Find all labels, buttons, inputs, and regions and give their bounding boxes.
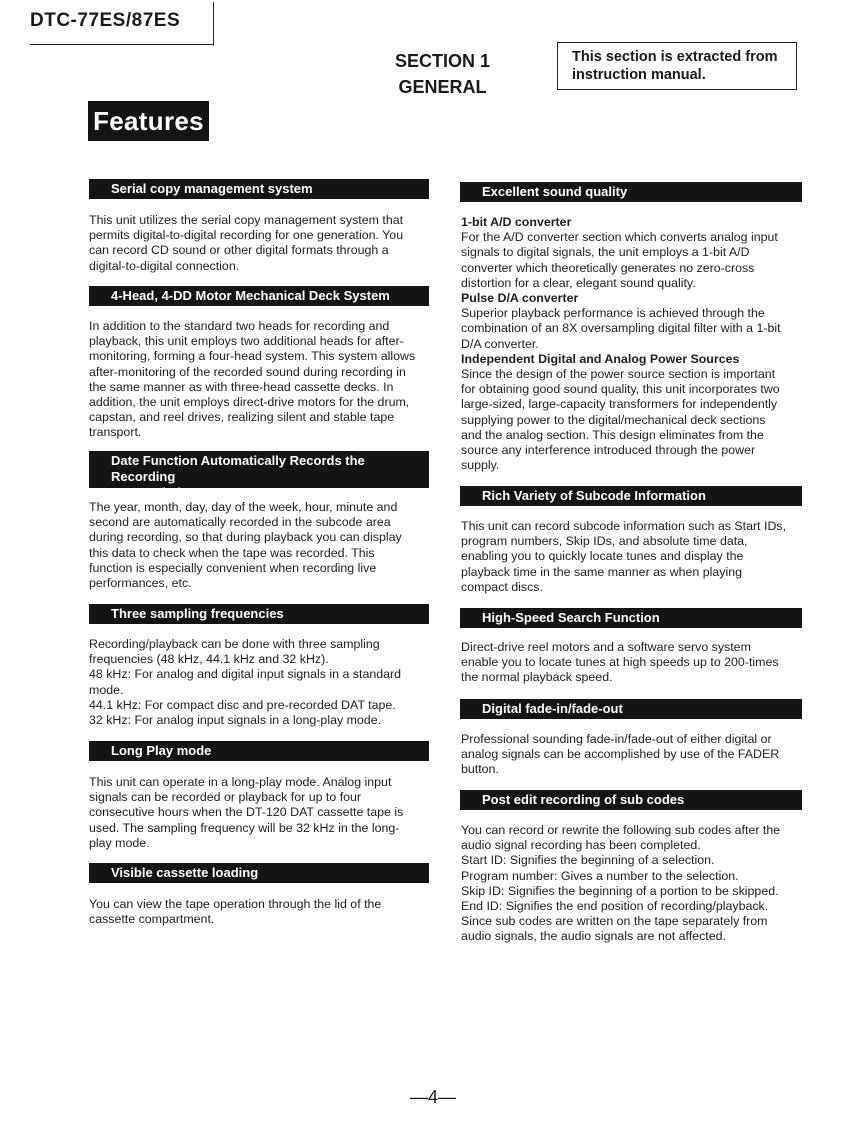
text-line: source any interference introduced through the power xyxy=(461,443,756,458)
heading-sound-quality: Excellent sound quality xyxy=(460,182,802,202)
text-serial-copy xyxy=(89,213,429,274)
text-line: This unit can operate in a long-play mode. Analog input xyxy=(89,775,392,789)
text-line: compact discs. xyxy=(461,579,543,594)
text-line: audio signals, the audio signals are not affected. xyxy=(461,929,726,944)
text-line: combination of an 8X oversampling digital filter with a 1-bit xyxy=(461,321,781,336)
text-line: monitoring, forming a four-head system. This system allows xyxy=(89,349,416,364)
features-title: Features xyxy=(88,101,209,141)
subheading-1bit-ad: 1-bit A/D converter xyxy=(461,215,572,229)
text-high-speed-search xyxy=(461,640,803,686)
text-line: enable you to locate tunes at high speeds up to 200-times xyxy=(461,655,779,670)
heading-fade: Digital fade-in/fade-out xyxy=(460,699,802,719)
header-divider-horizontal xyxy=(30,44,214,45)
model-number: DTC-77ES/87ES xyxy=(30,10,181,31)
text-line: program numbers, Skip IDs, and absolute time data, xyxy=(461,534,748,549)
text-line: the same manner as with three-head cassette decks. In xyxy=(89,379,394,394)
text-line: and the analog section. This design eliminates from the xyxy=(461,427,764,442)
text-line: converter which theoretically generates no zero-cross xyxy=(461,260,755,275)
text-line: Professional sounding fade-in/fade-out of either digital or xyxy=(461,732,772,746)
text-subcode xyxy=(461,519,803,595)
text-fade xyxy=(461,732,803,778)
text-line: 48 kHz: For analog and digital input signals in a standard xyxy=(89,667,402,682)
text-four-head xyxy=(89,319,429,441)
text-line: signals can be recorded or playback for up to four xyxy=(89,790,362,805)
heading-four-head: 4-Head, 4-DD Motor Mechanical Deck System xyxy=(89,286,429,306)
text-line: transport. xyxy=(89,425,142,440)
text-line: second are automatically recorded in the subcode area xyxy=(89,515,391,530)
text-sound-quality xyxy=(461,215,803,473)
text-line: after-monitoring of the recorded sound during recording in xyxy=(89,364,406,379)
text-line: Direct-drive reel motors and a software servo system xyxy=(461,640,751,654)
text-line: supply. xyxy=(461,458,500,473)
text-line: consecutive hours when the DT-120 DAT cassette tape is xyxy=(89,805,404,820)
extract-note-line1: This section is extracted from xyxy=(572,49,778,65)
text-line: distortion for a clear, elegant sound quality. xyxy=(461,275,696,290)
text-line: enabling you to quickly locate tunes and display the xyxy=(461,549,744,564)
text-line: Recording/playback can be done with three sampling xyxy=(89,637,380,651)
text-line: play mode. xyxy=(89,835,150,850)
text-line: analog signals can be accomplished by use of the FADER xyxy=(461,747,780,762)
text-post-edit xyxy=(461,823,803,945)
text-line: For the A/D converter section which converts analog input xyxy=(461,230,778,245)
header-divider-vertical xyxy=(213,2,214,46)
subheading-pulse-da: Pulse D/A converter xyxy=(461,291,579,306)
heading-high-speed-search: High-Speed Search Function xyxy=(460,608,802,628)
heading-long-play: Long Play mode xyxy=(89,741,429,761)
heading-serial-copy: Serial copy management system xyxy=(89,179,429,199)
extract-note-line2: instruction manual. xyxy=(572,67,706,83)
text-line: digital-to-digital connection. xyxy=(89,258,240,273)
text-line: mode. xyxy=(89,682,124,697)
text-line: Skip ID: Signifies the beginning of a portion to be skipped. xyxy=(461,883,779,898)
text-line: capstan, and reel drives, realizing silent and stable tape xyxy=(89,410,395,425)
heading-date-function xyxy=(89,451,429,500)
text-line: You can record or rewrite the following sub codes after the xyxy=(461,823,781,837)
text-line: signals to digital signals, the unit employs a 1-bit A/D xyxy=(461,245,750,260)
section-name: GENERAL xyxy=(398,77,487,97)
text-line: can record CD sound or other digital formats through a xyxy=(89,243,389,258)
text-line: addition, the unit employs direct-drive motors for the drum, xyxy=(89,395,410,410)
text-line: playback time in the same manner as when playing xyxy=(461,564,743,579)
heading-sampling: Three sampling frequencies xyxy=(89,604,429,624)
text-date-function xyxy=(89,500,429,591)
text-line: performances, etc. xyxy=(89,576,192,591)
text-line: audio signal recording has been completed. xyxy=(461,838,701,853)
text-line: This unit utilizes the serial copy management system that xyxy=(89,213,404,227)
subheading-power-sources: Independent Digital and Analog Power Sources xyxy=(461,351,740,366)
heading-visible-cassette: Visible cassette loading xyxy=(89,863,429,883)
text-line: cassette compartment. xyxy=(89,912,215,927)
text-line: the normal playback speed. xyxy=(461,670,613,685)
text-line: button. xyxy=(461,762,499,777)
extract-note-box xyxy=(557,42,797,90)
text-line: permits digital-to-digital recording for one generation. You xyxy=(89,228,404,243)
text-line: frequencies (48 kHz, 44.1 kHz and 32 kHz). xyxy=(89,652,329,667)
heading-post-edit: Post edit recording of sub codes xyxy=(460,790,802,810)
text-line: function is especially convenient when recording live xyxy=(89,560,377,575)
text-line: 44.1 kHz: For compact disc and pre-recorded DAT tape. xyxy=(89,697,396,712)
text-line: used. The sampling frequency will be 32 kHz in the long- xyxy=(89,820,400,835)
heading-subcode: Rich Variety of Subcode Information xyxy=(460,486,802,506)
text-visible-cassette xyxy=(89,897,429,927)
text-line: large-sized, large-capacity transformers for independently xyxy=(461,397,778,412)
text-line: Since sub codes are written on the tape separately from xyxy=(461,914,768,929)
text-line: You can view the tape operation through the lid of the xyxy=(89,897,382,911)
text-line: In addition to the standard two heads for recording and xyxy=(89,319,390,333)
heading-line: Date Function Automatically Records the Recording xyxy=(111,453,365,484)
text-line: Superior playback performance is achieved through the xyxy=(461,306,765,321)
text-line: End ID: Signifies the end position of recording/playback. xyxy=(461,899,769,914)
text-long-play xyxy=(89,775,429,851)
text-line: Start ID: Signifies the beginning of a selection. xyxy=(461,853,715,868)
text-line: for obtaining good sound quality, this unit incorporates two xyxy=(461,382,780,397)
heading-line: Date and Time xyxy=(111,485,200,500)
text-line: D/A converter. xyxy=(461,336,539,351)
text-line: during recording, so that during playback you can display xyxy=(89,530,402,545)
text-line: Program number: Gives a number to the selection. xyxy=(461,868,739,883)
text-line: supplying power to the digital/mechanical deck sections xyxy=(461,412,766,427)
text-line: playback, this unit employs two additional heads for after- xyxy=(89,334,404,349)
text-sampling xyxy=(89,637,429,728)
text-line: The year, month, day, day of the week, hour, minute and xyxy=(89,500,398,514)
text-line: this data to check when the tape was recorded. This xyxy=(89,545,375,560)
text-line: Since the design of the power source section is important xyxy=(461,367,776,382)
section-number: SECTION 1 xyxy=(394,51,491,71)
text-line: 32 kHz: For analog input signals in a long-play mode. xyxy=(89,713,382,728)
page-number: —4— xyxy=(409,1087,456,1107)
text-line: This unit can record subcode information such as Start IDs, xyxy=(461,519,787,533)
